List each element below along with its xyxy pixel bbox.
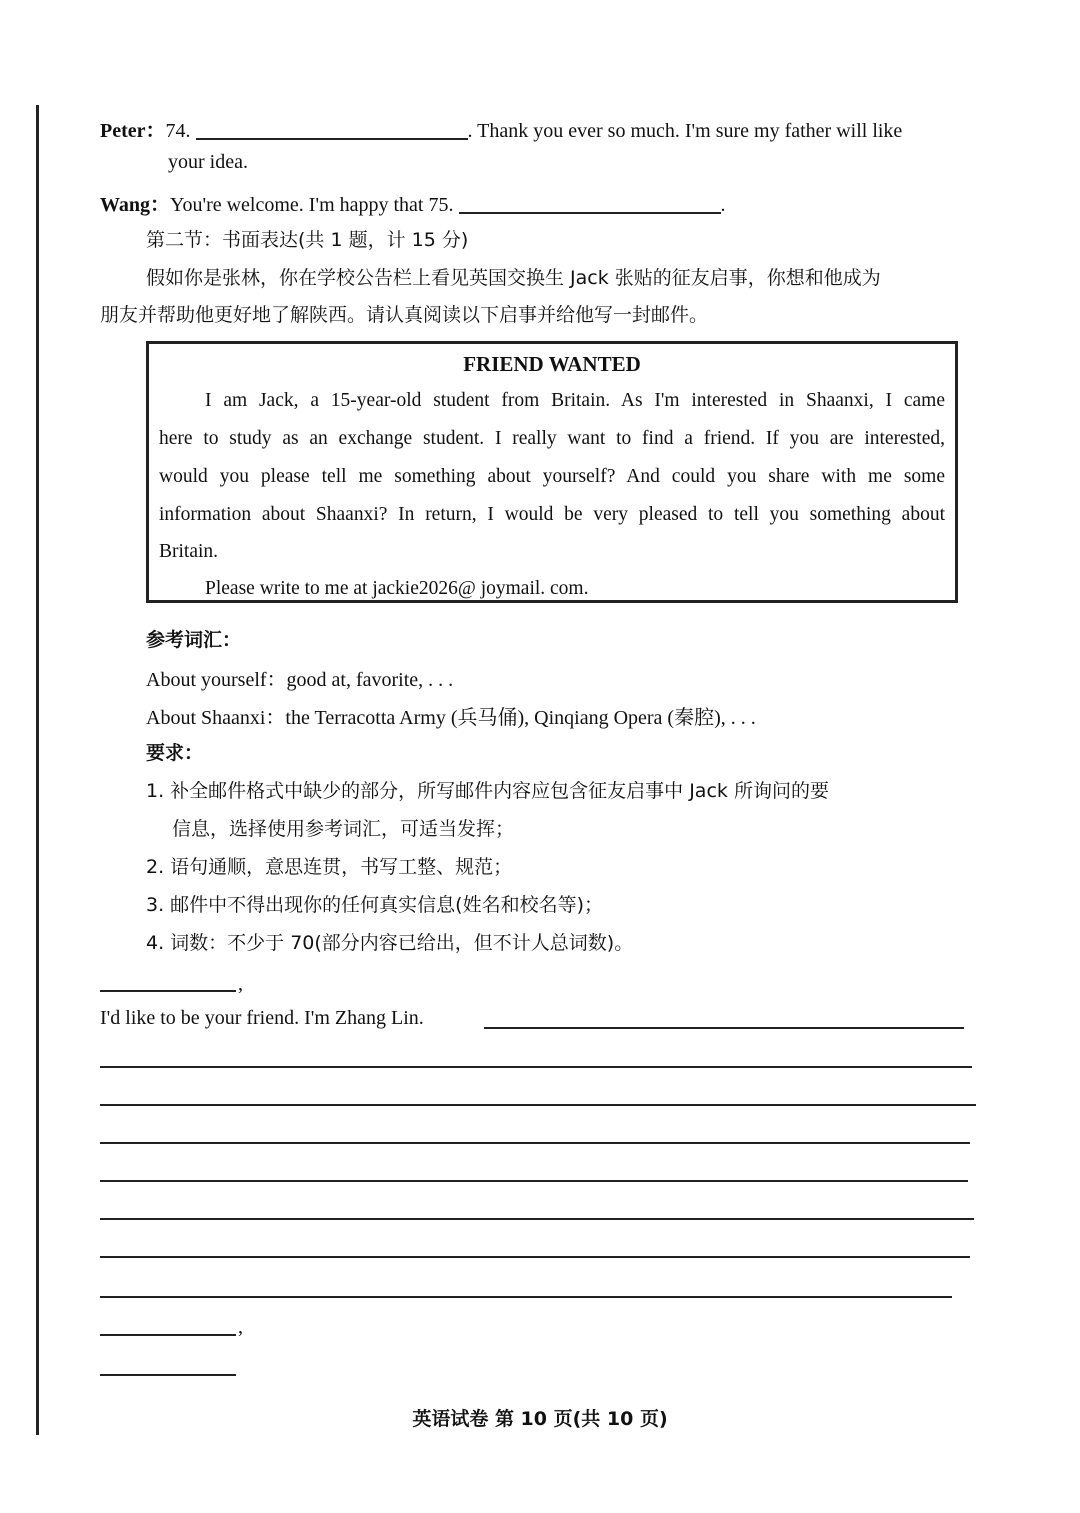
wang-text: You're welcome. I'm happy that 75. [170,194,454,216]
closing-comma: , [238,1316,243,1338]
notice-line: would you please tell me something about yourself? And could you share with me some [159,466,945,487]
margin-rule [36,105,39,1435]
writing-line[interactable] [100,1066,972,1068]
writing-line[interactable] [100,1180,968,1182]
writing-line[interactable] [100,1218,974,1220]
letter-first-line: I'd like to be your friend. I'm Zhang Lin. [100,1007,424,1029]
greeting-comma: , [238,973,243,995]
section-heading: 第二节：书面表达(共 1 题，计 15 分) [146,229,469,251]
writing-line[interactable] [484,1027,964,1029]
notice-line: I am Jack, a 15-year-old student from Britain. As I'm interested in Shaanxi, I came [205,390,945,411]
vocab-about-shaanxi: About Shaanxi：the Terracotta Army (兵马俑), Qinqiang Opera (秦腔), . . . [146,707,756,729]
wang-end: . [720,194,726,216]
closing-blank[interactable] [100,1334,236,1336]
greeting-blank[interactable] [100,990,236,992]
requirement-item: 3. 邮件中不得出现你的任何真实信息(姓名和校名等)； [146,894,603,916]
requirement-item: 1. 补全邮件格式中缺少的部分，所写邮件内容应包含征友启事中 Jack 所询问的要 [146,780,829,802]
requirement-item: 2. 语句通顺，意思连贯，书写工整、规范； [146,856,513,878]
writing-line[interactable] [100,1142,970,1144]
wang-speaker: Wang： [100,194,171,216]
intro-line-1: 假如你是张林，你在学校公告栏上看见英国交换生 Jack 张贴的征友启事，你想和他成为 [146,267,881,289]
notice-line: Britain. [159,541,219,562]
requirement-item: 4. 词数：不少于 70(部分内容已给出，但不计人总词数)。 [146,932,634,954]
notice-title: FRIEND WANTED [463,352,641,376]
answer-blank-75[interactable] [459,192,721,214]
requirement-item: 信息，选择使用参考词汇，可适当发挥； [172,818,515,840]
peter-speaker: Peter： [100,120,166,142]
requirements-heading: 要求： [146,742,204,764]
notice-email-line: Please write to me at jackie2026@ joymail. com. [205,578,589,599]
signature-blank[interactable] [100,1374,236,1376]
notice-line: information about Shaanxi? In return, I would be very pleased to tell you something about [159,504,945,525]
peter-continuation: your idea. [168,151,248,173]
page-footer: 英语试卷 第 10 页(共 10 页) [412,1408,668,1430]
intro-line-2: 朋友并帮助他更好地了解陕西。请认真阅读以下启事并给他写一封邮件。 [100,304,709,326]
friend-wanted-notice [146,341,958,603]
peter-text: . Thank you ever so much. I'm sure my father will like [467,120,903,142]
vocab-heading: 参考词汇： [146,629,242,651]
notice-line: here to study as an exchange student. I really want to find a friend. If you are interested, [159,428,945,449]
answer-blank-74[interactable] [196,118,468,140]
vocab-about-yourself: About yourself：good at, favorite, . . . [146,669,454,691]
question-74-number: 74. [165,120,191,142]
dialogue-peter-line [100,114,902,143]
writing-line[interactable] [100,1104,976,1106]
writing-line[interactable] [100,1296,952,1298]
dialogue-wang-line [100,188,726,217]
writing-line[interactable] [100,1256,970,1258]
